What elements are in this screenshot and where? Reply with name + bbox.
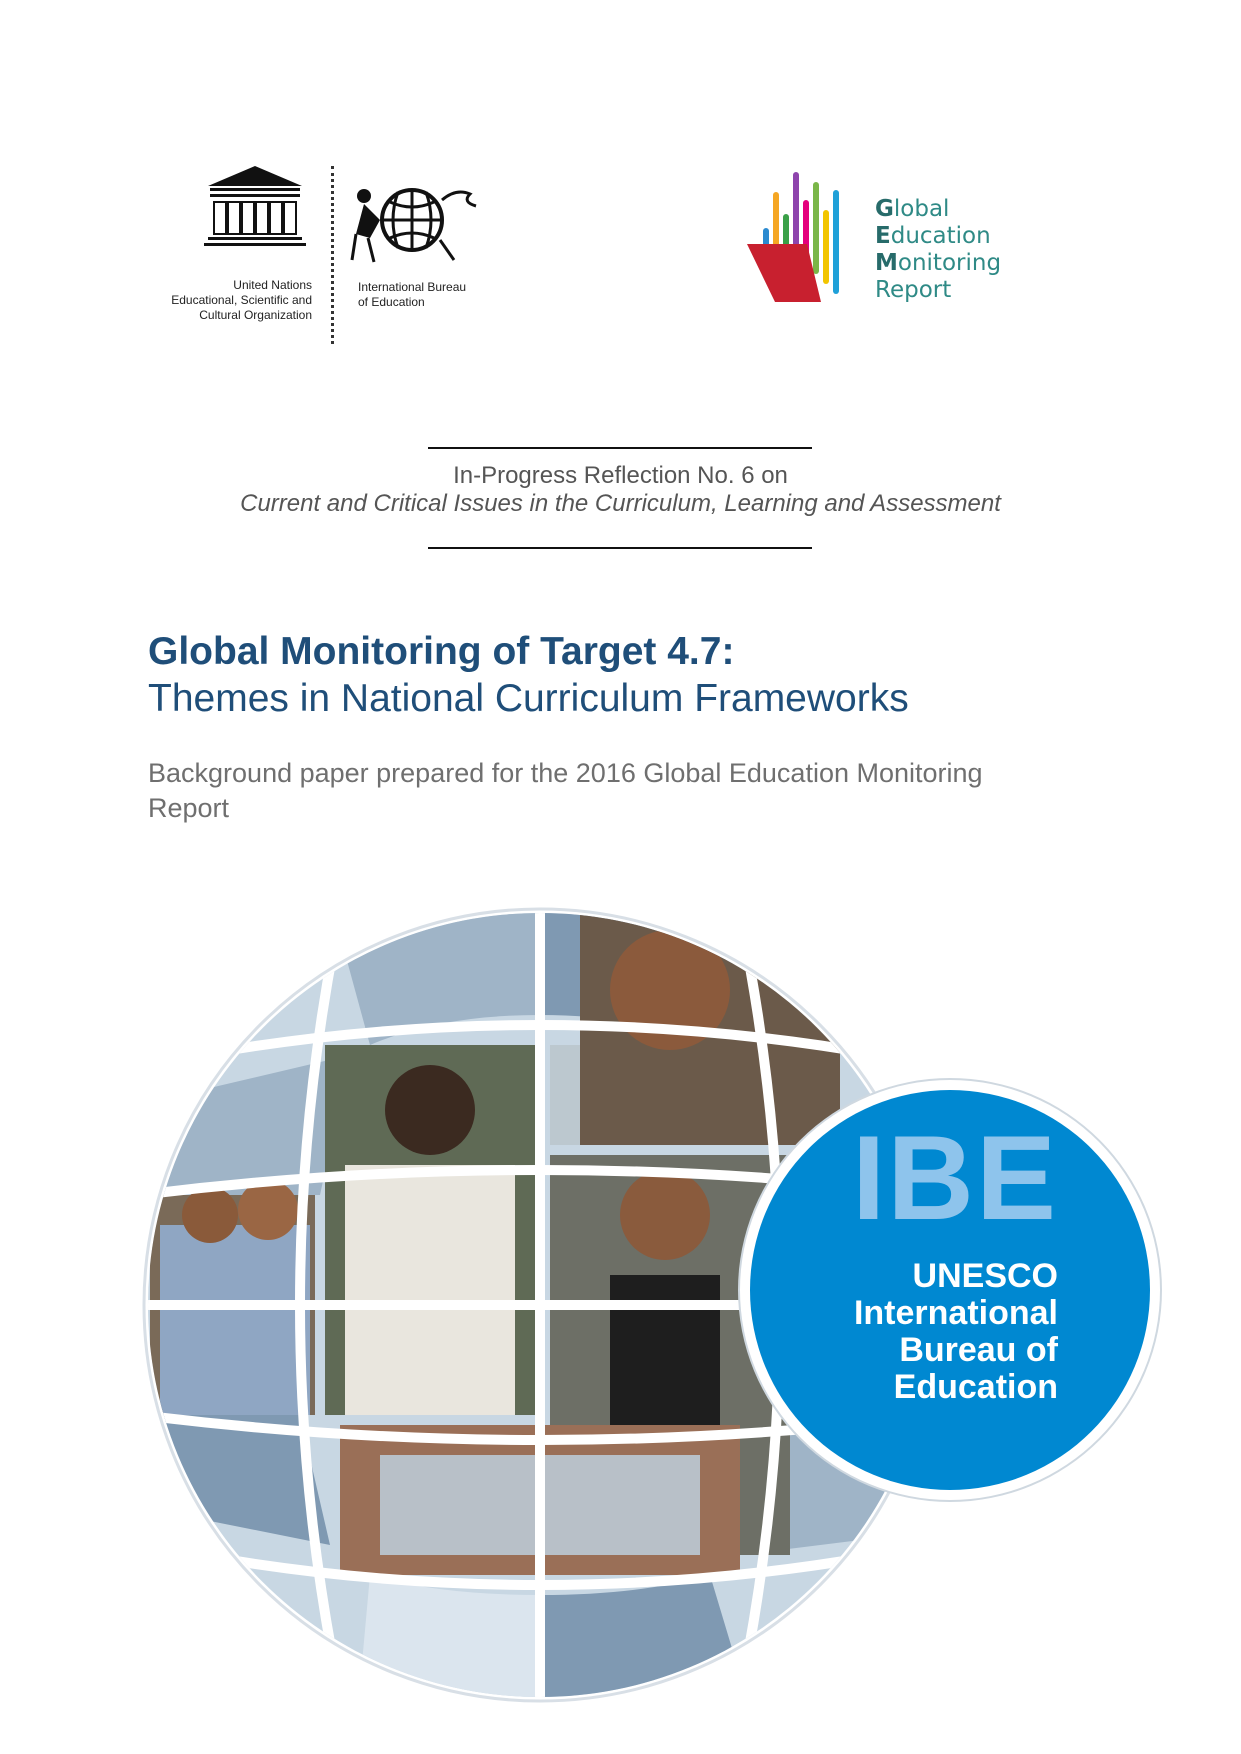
gem-report-bars-icon (745, 170, 855, 304)
page-subtitle: Themes in National Curriculum Frameworks (148, 677, 909, 720)
gem-bar (773, 192, 779, 250)
unesco-caption-line: Educational, Scientific and (171, 293, 312, 307)
ibe-badge-line: Bureau of (899, 1331, 1058, 1369)
gem-word: lobal (893, 196, 950, 222)
ibe-badge-letters: IBE (851, 1111, 1058, 1245)
series-rule-bottom (428, 547, 812, 549)
page-title: Global Monitoring of Target 4.7: (148, 630, 735, 673)
photo-tile (345, 1165, 515, 1415)
gem-tray (747, 244, 821, 302)
ibe-badge-line: UNESCO (912, 1257, 1058, 1295)
gem-initial: M (875, 250, 898, 276)
unesco-temple-icon (202, 164, 308, 250)
gem-initial: G (875, 196, 894, 222)
gem-bar (833, 190, 839, 294)
photo-tile (385, 1065, 475, 1155)
ibe-badge-line: International (853, 1294, 1058, 1332)
unesco-logo (140, 160, 330, 330)
gem-initial: E (875, 223, 891, 249)
series-rule-top (428, 447, 812, 449)
ibe-caption-line: of Education (358, 295, 425, 309)
gem-bar (793, 172, 799, 250)
gem-word: Report (875, 277, 952, 303)
ibe-badge-text (854, 1258, 1058, 1406)
photo-tile (620, 1170, 710, 1260)
photo-tile (238, 1180, 298, 1240)
ibe-logo (350, 180, 500, 330)
globe-tile (360, 1575, 540, 1715)
gem-word: ducation (890, 223, 991, 249)
background-note: Background paper prepared for the 2016 Global Education Monitoring Report (148, 758, 983, 823)
ibe-badge (750, 1090, 1150, 1490)
unesco-caption-line: United Nations (233, 278, 312, 292)
globe-tile (540, 1575, 740, 1715)
gem-report-wordmark (875, 196, 1001, 304)
series-subtitle: Current and Critical Issues in the Curriculum, Learning and Assessment (240, 490, 1001, 517)
unesco-caption (112, 278, 312, 323)
gem-bar (823, 210, 829, 284)
photo-tile (160, 1225, 310, 1415)
gem-word: onitoring (897, 250, 1002, 276)
ibe-caption (358, 280, 466, 310)
ibe-badge-line: Education (893, 1368, 1058, 1406)
ibe-caption-line: International Bureau (358, 280, 467, 294)
gem-bar (813, 182, 819, 274)
gem-report-logo (745, 170, 1025, 310)
ibe-globe-icon (350, 180, 480, 266)
series-line: In-Progress Reflection No. 6 on (453, 462, 788, 489)
logo-divider (331, 166, 334, 344)
cover-artwork (140, 895, 1180, 1715)
unesco-caption-line: Cultural Organization (199, 308, 312, 322)
photo-tile (182, 1187, 238, 1243)
